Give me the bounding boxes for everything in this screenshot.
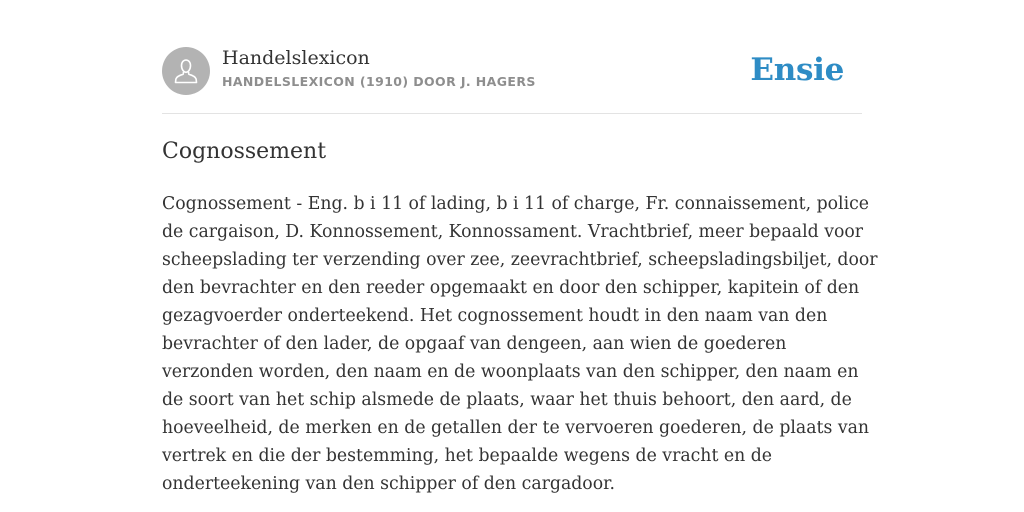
avatar[interactable] [162,47,210,95]
header-divider [162,113,862,114]
body-line: gezagvoerder onderteekend. Het cognossement houdt in den naam van den [162,306,828,326]
body-line: scheepslading ter verzending over zee, zeevrachtbrief, scheepsladingsbiljet, door [162,250,878,270]
source-subtitle[interactable]: HANDELSLEXICON (1910) DOOR J. HAGERS [222,74,536,89]
body-line: den bevrachter en den reeder opgemaakt en door den schipper, kapitein of den [162,278,860,298]
body-line: onderteekening van den schipper of den cargadoor. [162,474,615,494]
body-line: de soort van het schip alsmede de plaats, waar het thuis behoort, den aard, de [162,390,852,410]
body-line: bevrachter of den lader, de opgaaf van dengeen, aan wien de goederen [162,334,787,354]
body-line: de cargaison, D. Konnossement, Konnossament. Vrachtbrief, meer bepaald voor [162,222,864,242]
site-name[interactable]: Handelslexicon [222,47,370,69]
body-line: vertrek en die der bestemming, het bepaalde wegens de vracht en de [162,446,773,466]
header [162,46,862,96]
body-line: verzonden worden, den naam en de woonplaats van den schipper, den naam en [162,362,859,382]
body-line: hoeveelheid, de merken en de getallen der te vervoeren goederen, de plaats van [162,418,870,438]
user-silhouette-icon [162,47,210,95]
body-line: Cognossement - Eng. b i 11 of lading, b i 11 of charge, Fr. connaissement, police [162,194,870,214]
article-body [162,190,878,498]
article-title: Cognossement [162,139,327,164]
brand-logo[interactable]: Ensie [750,52,844,88]
